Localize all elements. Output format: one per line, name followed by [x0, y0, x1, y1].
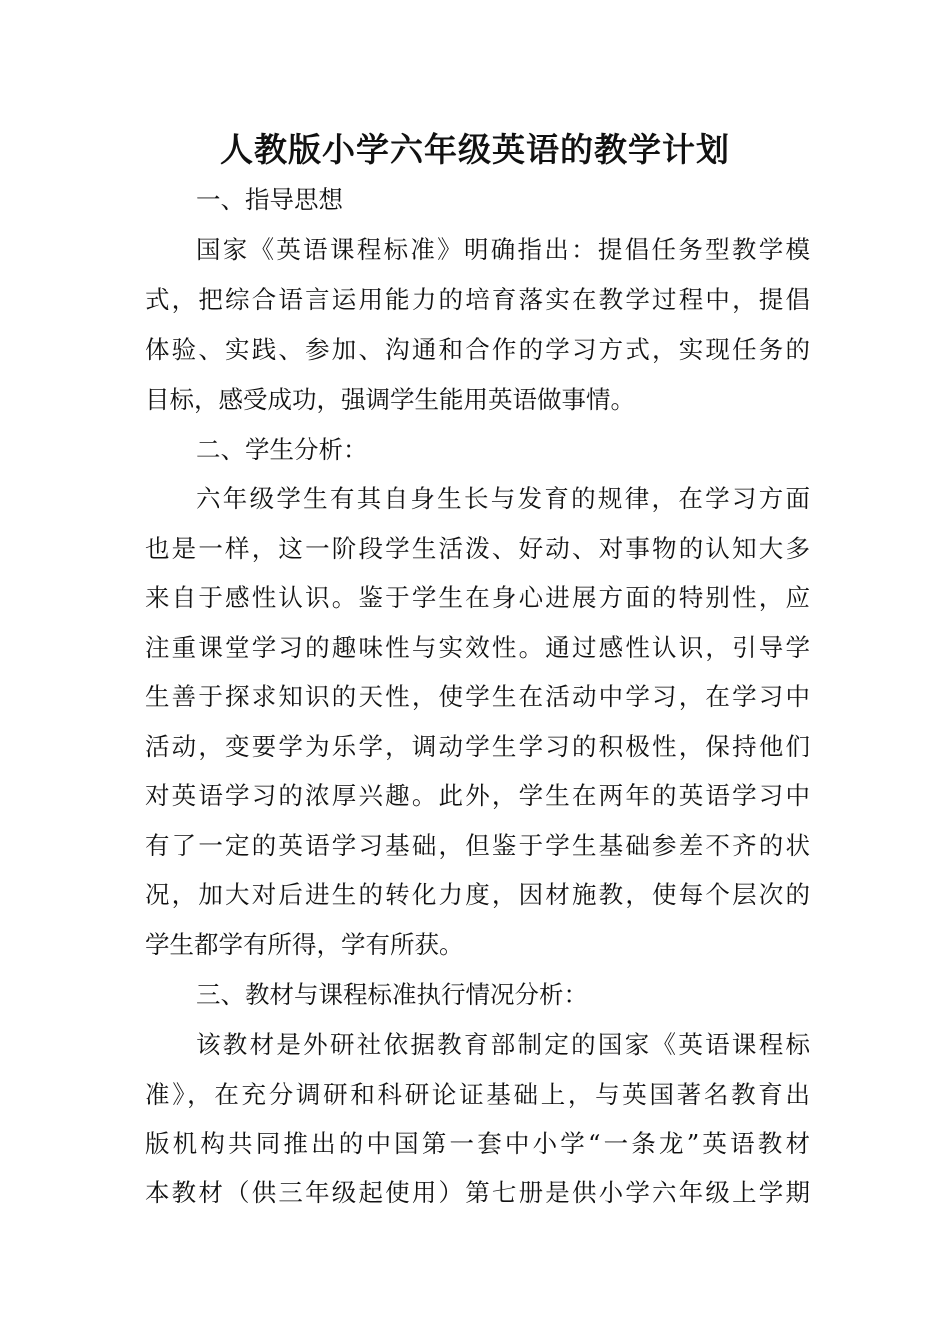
- paragraph-line: 目标，感受成功，强调学生能用英语做事情。: [145, 385, 635, 414]
- paragraph-line: 体验、实践、参加、沟通和合作的学习方式，实现任务的: [145, 335, 810, 364]
- paragraph-line: 六年级学生有其自身生长与发育的规律，在学习方面: [196, 484, 810, 513]
- paragraph-line: 对英语学习的浓厚兴趣。此外，学生在两年的英语学习中: [145, 781, 810, 810]
- paragraph-line: 版机构共同推出的中国第一套中小学“一条龙”英语教材: [145, 1129, 810, 1158]
- paragraph-line: 本教材（供三年级起使用）第七册是供小学六年级上学期: [145, 1178, 810, 1207]
- paragraph-line: 国家《英语课程标准》明确指出：提倡任务型教学模: [196, 235, 810, 264]
- paragraph-line: 准》，在充分调研和科研论证基础上，与英国著名教育出: [145, 1080, 810, 1109]
- paragraph-line: 也是一样，这一阶段学生活泼、好动、对事物的认知大多: [145, 534, 810, 563]
- paragraph-line: 注重课堂学习的趣味性与实效性。通过感性认识，引导学: [145, 633, 810, 662]
- paragraph-line: 学生都学有所得，学有所获。: [145, 930, 464, 959]
- paragraph-line: 况，加大对后进生的转化力度，因材施教，使每个层次的: [145, 880, 810, 909]
- paragraph-line: 该教材是外研社依据教育部制定的国家《英语课程标: [196, 1030, 810, 1059]
- paragraph-line: 式，把综合语言运用能力的培育落实在教学过程中，提倡: [145, 285, 810, 314]
- document-title: 人教版小学六年级英语的教学计划: [220, 130, 730, 169]
- paragraph-line: 活动，变要学为乐学，调动学生学习的积极性，保持他们: [145, 732, 810, 761]
- paragraph-line: 生善于探求知识的天性，使学生在活动中学习，在学习中: [145, 682, 810, 711]
- section-heading-student-analysis: 二、学生分析：: [196, 435, 368, 464]
- paragraph-line: 来自于感性认识。鉴于学生在身心进展方面的特别性，应: [145, 583, 810, 612]
- paragraph-line: 有了一定的英语学习基础，但鉴于学生基础参差不齐的状: [145, 831, 810, 860]
- section-heading-textbook-analysis: 三、教材与课程标准执行情况分析：: [196, 980, 588, 1009]
- section-heading-guiding-thought: 一、指导思想: [196, 185, 343, 214]
